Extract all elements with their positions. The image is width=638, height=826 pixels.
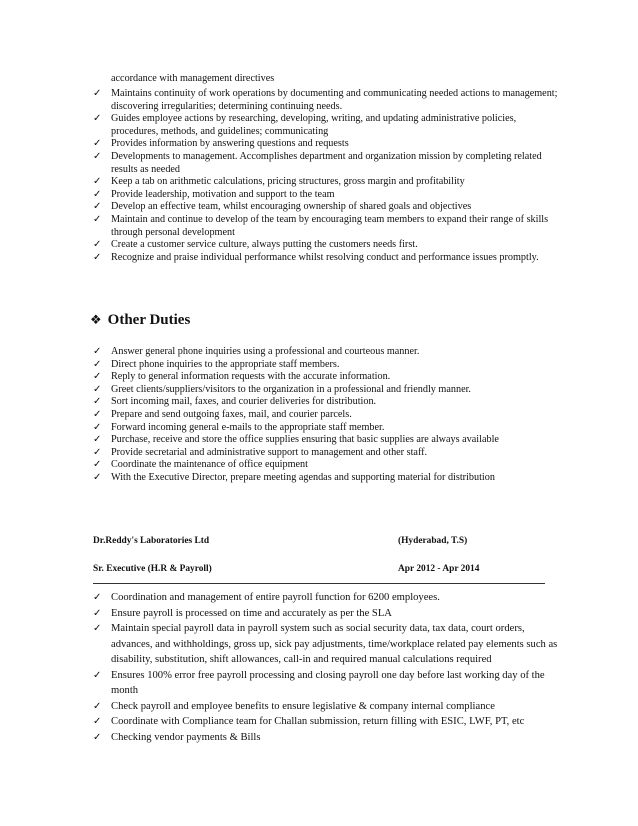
list-item-text: Maintain and continue to develop of the team by encouraging team members to expand their range of skills through personal development [111,213,549,238]
list-item-text: Provide leadership, motivation and support to the team [111,188,335,200]
list-item [93,371,563,384]
job-title: Sr. Executive (H.R & Payroll) [93,564,212,574]
list-item-text: Ensure payroll is processed on time and accurately as per the SLA [111,607,392,619]
list-item [93,359,563,372]
checkmark-icon: ✓ [93,434,102,446]
checkmark-icon: ✓ [93,731,102,743]
list-item [93,384,563,397]
list-item [93,621,565,668]
duties-list [93,88,563,264]
list-item-text: Provide secretarial and administrative support to management and other staff. [111,446,428,458]
list-item-text: Purchase, receive and store the office supplies ensuring that basic supplies are always available [111,434,499,446]
other-duties-list [93,346,563,485]
checkmark-icon: ✓ [93,176,102,188]
checkmark-icon: ✓ [93,188,102,200]
list-item [93,88,563,113]
list-item [93,422,563,435]
list-item-text: Recognize and praise individual performance whilst resolving conduct and performance issues promptly. [111,251,539,263]
list-item [93,214,563,239]
checkmark-icon: ✓ [93,371,102,383]
checkmark-icon: ✓ [93,213,102,225]
list-item-text: Ensures 100% error free payroll processing and closing payroll one day before last working day of the month [111,669,545,696]
list-item-text: Answer general phone inquiries using a professional and courteous manner. [111,346,420,357]
company-location: (Hyderabad, T.S) [398,536,468,546]
checkmark-icon: ✓ [93,201,102,213]
list-item-text: Prepare and send outgoing faxes, mail, and courier parcels. [111,408,352,420]
checkmark-icon: ✓ [93,113,102,125]
checkmark-icon: ✓ [93,396,102,408]
list-item-text: Coordination and management of entire payroll function for 6200 employees. [111,592,440,603]
list-item-text: Forward incoming general e-mails to the appropriate staff member. [111,421,385,433]
list-item [93,189,563,202]
checkmark-icon: ✓ [93,459,102,471]
list-item-text: Checking vendor payments & Bills [111,731,261,743]
list-item-text: Sort incoming mail, faxes, and courier deliveries for distribution. [111,396,377,408]
list-item-text: Coordinate with Compliance team for Challan submission, return filling with ESIC, LWF, PT, etc [111,716,525,727]
list-item [93,447,563,460]
list-item [93,699,565,715]
checkmark-icon: ✓ [93,346,102,357]
list-item-text: Check payroll and employee benefits to ensure legislative & company internal compliance [111,700,495,712]
checkmark-icon: ✓ [93,408,102,420]
company-name: Dr.Reddy's Laboratories Ltd [93,536,210,546]
list-item [93,138,563,151]
list-item [93,434,563,447]
section-divider [93,583,545,584]
section-title: Other Duties [107,312,191,328]
list-item-text: Reply to general information requests with the accurate information. [111,371,391,383]
checkmark-icon: ✓ [93,607,102,619]
diamond-bullet-icon: ❖ [90,313,102,328]
checkmark-icon: ✓ [93,88,102,99]
checkmark-icon: ✓ [93,700,102,712]
checkmark-icon: ✓ [93,471,102,483]
checkmark-icon: ✓ [93,421,102,433]
list-item [93,459,563,472]
checkmark-icon: ✓ [93,358,102,370]
list-item [93,176,563,189]
checkmark-icon: ✓ [93,669,102,681]
list-item [93,239,563,252]
list-item-text: Coordinate the maintenance of office equipment [111,459,308,471]
list-item-text: Developments to management. Accomplishes department and organization mission by completing related results as needed [111,150,542,175]
list-item-text: Greet clients/suppliers/visitors to the organization in a professional and friendly manner. [111,383,471,395]
list-item [93,668,565,699]
list-item [93,151,563,176]
list-item-text: Maintains continuity of work operations by documenting and communicating needed actions to management; discovering irregularities; determining continuing needs. [111,88,558,112]
responsibilities-list [93,590,565,745]
list-item [93,113,563,138]
list-item-text: With the Executive Director, prepare meeting agendas and supporting material for distribution [111,471,495,483]
list-item [93,346,563,359]
list-item-text: Guides employee actions by researching, developing, writing, and updating administrative policies, procedures, methods, and guidelines; communicating [111,113,517,137]
list-item [93,590,565,606]
intro-continuation: accordance with management directives [111,73,275,84]
checkmark-icon: ✓ [93,716,102,727]
list-item [93,606,565,622]
checkmark-icon: ✓ [93,150,102,162]
other-duties-heading [90,312,190,329]
list-item-text: Direct phone inquiries to the appropriate staff members. [111,358,340,370]
checkmark-icon: ✓ [93,383,102,395]
list-item-text: Provides information by answering questions and requests [111,138,349,150]
checkmark-icon: ✓ [93,623,102,634]
checkmark-icon: ✓ [93,446,102,458]
checkmark-icon: ✓ [93,251,102,263]
checkmark-icon: ✓ [93,138,102,150]
checkmark-icon: ✓ [93,239,102,251]
checkmark-icon: ✓ [93,592,102,603]
list-item [93,396,563,409]
list-item [93,409,563,422]
list-item [93,472,563,485]
list-item [93,730,565,746]
employment-period: Apr 2012 - Apr 2014 [398,564,480,574]
list-item-text: Keep a tab on arithmetic calculations, pricing structures, gross margin and profitability [111,176,465,188]
list-item [93,201,563,214]
list-item [93,714,565,730]
list-item-text: Maintain special payroll data in payroll system such as social security data, tax data, court orders, advances, and withholdings, gross up, sick pay adjustments, time/workplace related pay elements such as disability, substitution, shift allowances, call-in and required manual calculations required [111,623,558,665]
list-item-text: Create a customer service culture, always putting the customers needs first. [111,239,418,251]
list-item-text: Develop an effective team, whilst encouraging ownership of shared goals and objectives [111,201,472,213]
list-item [93,252,563,265]
